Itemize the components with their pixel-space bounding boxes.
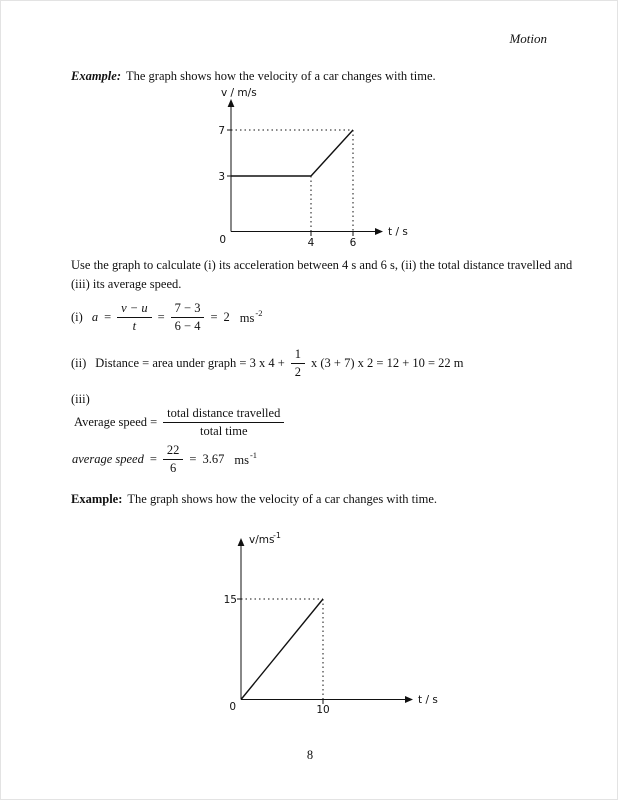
fraction-denominator: 6 − 4	[174, 319, 201, 333]
fraction-numerator: 1	[291, 347, 305, 364]
unit-exponent: -2	[255, 307, 263, 318]
example-2-paragraph	[71, 490, 591, 509]
distance-expression-left: Distance = area under graph = 3 x 4 +	[95, 356, 285, 370]
example-1-paragraph	[71, 67, 591, 86]
example-2-label: Example:	[71, 492, 123, 506]
graph2-x-tick-10: 10	[316, 704, 330, 716]
graph1-y-tick-7: 7	[218, 125, 225, 137]
average-speed-unit	[234, 451, 257, 468]
distance-expression-right: x (3 + 7) x 2 = 12 + 10 = 22 m	[311, 356, 464, 370]
page-number: 8	[306, 748, 314, 762]
example-1-text: The graph shows how the velocity of a car changes with time.	[126, 69, 436, 83]
solution-i-index: (i)	[71, 310, 83, 324]
running-header-title: Motion	[509, 31, 547, 46]
graph1-axes	[231, 106, 376, 232]
unit-base: ms	[234, 453, 249, 468]
graph2-x-axis-label: t / s	[418, 694, 438, 706]
solution-i-equation	[71, 301, 262, 334]
acceleration-result: 2	[223, 310, 230, 324]
graph1-canvas	[206, 87, 416, 259]
graph1-y-tick-3: 3	[218, 171, 225, 183]
fraction-numerator: v − u	[117, 301, 151, 318]
fraction-numerator: 7 − 3	[171, 301, 205, 318]
graph1-guide-lines	[231, 130, 353, 231]
graph1-velocity-curve	[231, 130, 353, 176]
graph2-x-axis-arrow-icon	[405, 696, 413, 703]
solution-iii-index: (iii)	[71, 392, 90, 406]
equals-sign: =	[157, 310, 165, 324]
graph2-y-axis-arrow-icon	[238, 538, 245, 546]
graph1-x-axis-arrow-icon	[375, 228, 383, 235]
fraction-denominator: 2	[294, 365, 302, 379]
velocity-time-graph-1	[206, 87, 416, 264]
graph1-y-axis-label: v / m/s	[221, 87, 257, 99]
graph2-y-tick-15: 15	[223, 594, 237, 606]
acceleration-unit	[240, 309, 263, 326]
graph1-tick-marks	[227, 130, 353, 236]
graph2-velocity-curve	[241, 599, 323, 700]
graph1-x-axis-label: t / s	[388, 226, 408, 238]
fraction-distance-over-time	[163, 406, 284, 439]
graph1-origin-label: 0	[219, 234, 226, 246]
fraction-denominator: total time	[199, 424, 248, 438]
graph2-y-axis-label-exponent: -1	[273, 531, 281, 540]
graph2-y-axis-label: v/ms	[249, 534, 275, 546]
average-speed-variable: average speed	[72, 452, 144, 466]
velocity-time-graph-2	[223, 527, 458, 727]
fraction-denominator: 6	[170, 461, 177, 475]
average-speed-calculation	[72, 443, 257, 476]
question-paragraph: Use the graph to calculate (i) its acceleration between 4 s and 6 s, (ii) the total distance travelled and (iii) its average speed.	[71, 258, 573, 291]
variable-a: a	[91, 310, 99, 324]
unit-base: ms	[239, 311, 255, 326]
average-speed-definition	[74, 406, 284, 439]
solution-ii-index: (ii)	[71, 356, 87, 370]
equals-sign: =	[210, 310, 218, 324]
fraction-7-3-over-6-4	[171, 301, 205, 334]
graph2-origin-label: 0	[229, 701, 236, 713]
graph1-x-tick-6: 6	[349, 237, 357, 249]
fraction-numerator: total distance travelled	[163, 406, 284, 423]
fraction-one-half	[291, 347, 305, 380]
average-speed-result: 3.67	[202, 452, 225, 466]
average-speed-label: Average speed =	[74, 415, 158, 429]
fraction-denominator: t	[132, 319, 137, 333]
example-2-text: The graph shows how the velocity of a car changes with time.	[127, 492, 438, 506]
equals-sign: =	[189, 452, 197, 466]
graph1-y-axis-arrow-icon	[228, 99, 235, 107]
unit-exponent: -1	[249, 449, 258, 460]
equals-sign: =	[149, 452, 157, 466]
fraction-numerator: 22	[163, 443, 184, 460]
fraction-22-over-6	[163, 443, 184, 476]
graph2-canvas	[223, 527, 458, 722]
solution-ii-equation	[71, 347, 464, 380]
example-1-label: Example:	[71, 69, 121, 83]
equals-sign: =	[104, 310, 112, 324]
fraction-v-minus-u-over-t	[117, 301, 151, 334]
graph1-x-tick-4: 4	[307, 237, 315, 249]
